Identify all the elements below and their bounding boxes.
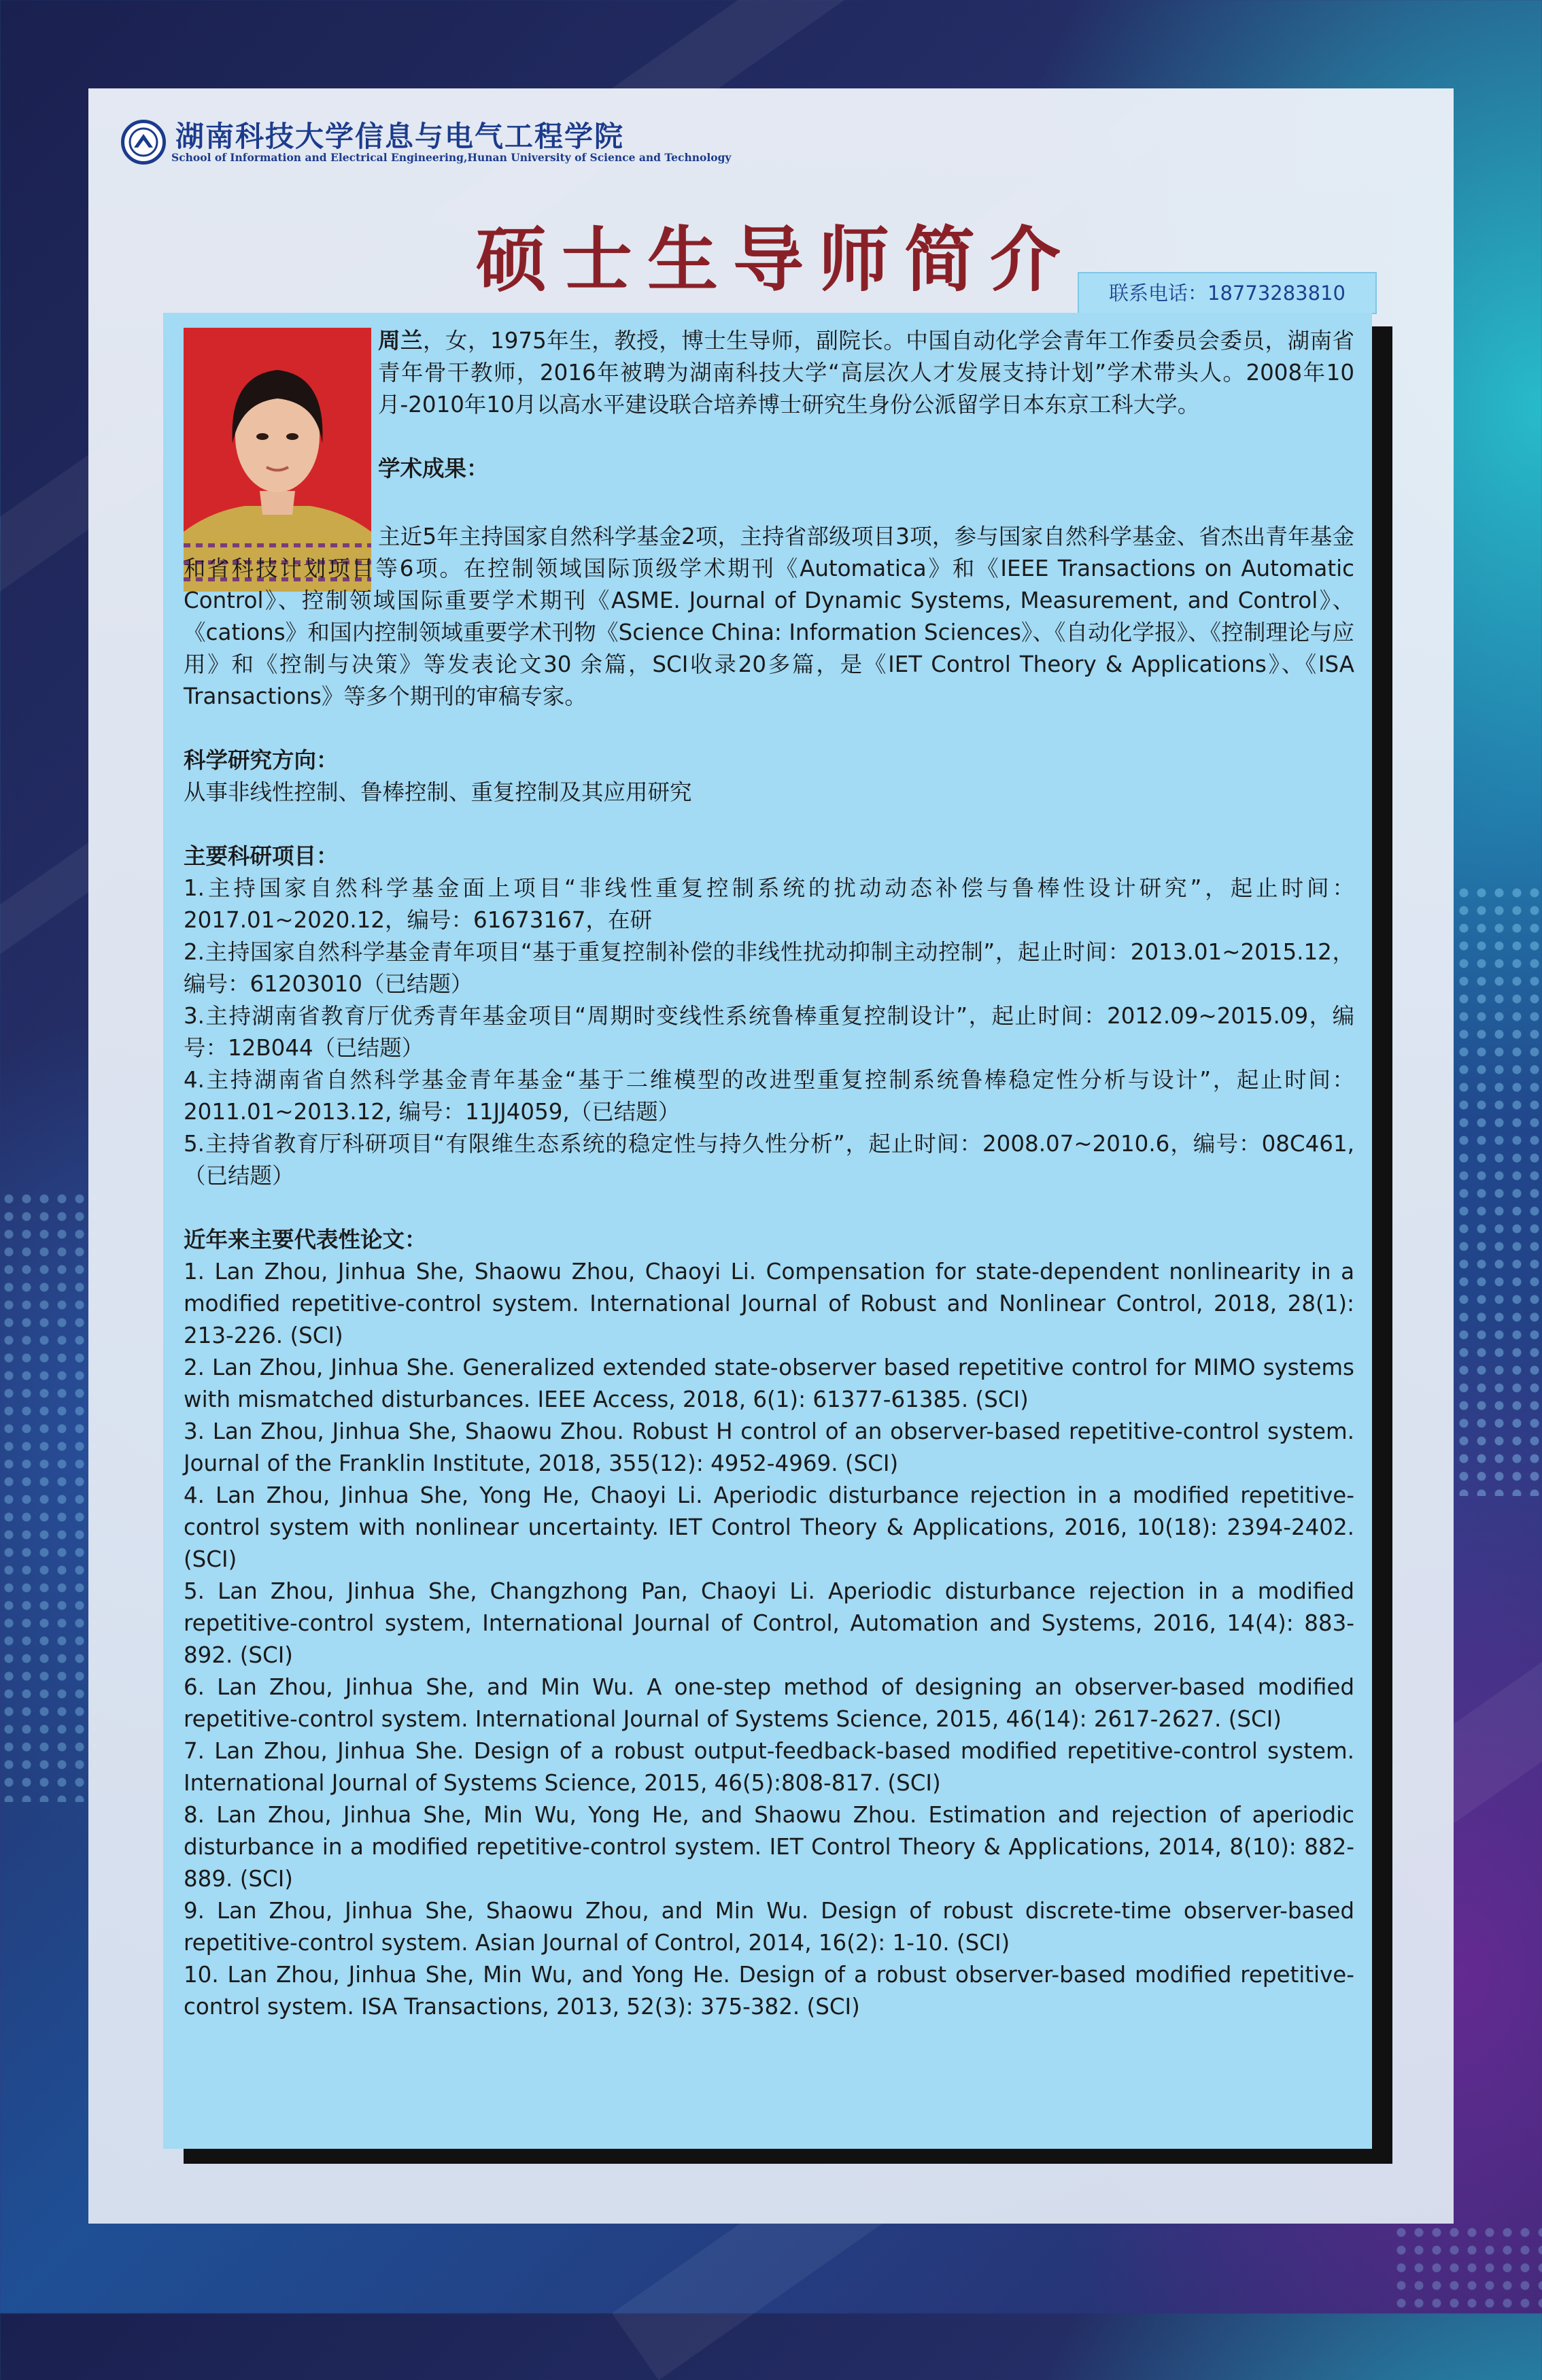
paper-item: 4. Lan Zhou, Jinhua She, Yong He, Chaoyi Li. Aperiodic disturbance rejection in a modified repetitive-control system with nonlinear uncertainty. IET Control Theory & Applications, 2016, 10(18): 2394-2402.(SCI) bbox=[184, 1482, 1354, 1572]
university-seal-icon bbox=[121, 120, 166, 165]
project-item: 4.主持湖南省自然科学基金青年基金“基于二维模型的改进型重复控制系统鲁棒稳定性分析与设计”，起止时间：2011.01~2013.12, 编号：11JJ4059,（已结题） bbox=[184, 1067, 1354, 1125]
project-item: 2.主持国家自然科学基金青年项目“基于重复控制补偿的非线性扰动抑制主动控制”，起止时间：2013.01~2015.12，编号：61203010（已结题） bbox=[184, 939, 1354, 997]
paper-item: 9. Lan Zhou, Jinhua She, Shaowu Zhou, and Min Wu. Design of robust discrete-time observer-based repetitive-control system. Asian Journal of Control, 2014, 16(2): 1-10. (SCI) bbox=[184, 1898, 1354, 1956]
school-name-cn: 湖南科技大学信息与电气工程学院 bbox=[175, 120, 625, 153]
paper-item: 1. Lan Zhou, Jinhua She, Shaowu Zhou, Chaoyi Li. Compensation for state-dependent nonlinearity in a modified repetitive-control system. International Journal of Robust and Nonlinear Control, 2018, 28(1): 213-226. (SCI) bbox=[184, 1259, 1354, 1348]
projects-heading: 主要科研项目： bbox=[184, 843, 339, 869]
achievements-heading: 学术成果： bbox=[378, 456, 489, 481]
paper-item: 10. Lan Zhou, Jinhua She, Min Wu, and Yong He. Design of a robust observer-based modified repetitive-control system. ISA Transactions, 2013, 52(3): 375-382. (SCI) bbox=[184, 1962, 1354, 2020]
contact-phone: 联系电话：18773283810 bbox=[1078, 272, 1377, 314]
project-item: 3.主持湖南省教育厅优秀青年基金项目“周期时变线性系统鲁棒重复控制设计”，起止时间：2012.09~2015.09，编号：12B044（已结题） bbox=[184, 1003, 1354, 1061]
project-item: 1.主持国家自然科学基金面上项目“非线性重复控制系统的扰动动态补偿与鲁棒性设计研究”，起止时间：2017.01~2020.12，编号：61673167，在研 bbox=[184, 875, 1354, 933]
achievements-text: 主近5年主持国家自然科学基金2项，主持省部级项目3项，参与国家自然科学基金、省杰出青年基金和省科技计划项目等6项。在控制领域国际顶级学术期刊《Automatica》和《IEEE Transactions on Automatic Control》、控制领域国际重要学术期刊《ASME. Journal of Dynamic Systems, Measurement, and Control》、《cations》和国内控制领域重要学术刊物《Science China: Information Sciences》、《自动化学报》、《控制理论与应用》和《控制与决策》等发表论文30 余篇，SCI收录20多篇，是《IET Control Theory & Applications》、《ISA Transactions》等多个期刊的审稿专家。 bbox=[184, 524, 1354, 709]
background-dot-pattern bbox=[1392, 2224, 1542, 2312]
paper-item: 6. Lan Zhou, Jinhua She, and Min Wu. A one-step method of designing an observer-based modified repetitive-control system. International Journal of Systems Science, 2015, 46(14): 2617-2627. (SCI) bbox=[184, 1674, 1354, 1732]
project-item: 5.主持省教育厅科研项目“有限维生态系统的稳定性与持久性分析”，起止时间：2008.07~2010.6，编号：08C461,（已结题） bbox=[184, 1131, 1354, 1189]
paper-item: 5. Lan Zhou, Jinhua She, Changzhong Pan, Chaoyi Li. Aperiodic disturbance rejection in a modified repetitive-control system, International Journal of Control, Automation and Systems, 2016, 14(4): 883-892. (SCI) bbox=[184, 1578, 1354, 1668]
bio-text: ，女，1975年生，教授，博士生导师，副院长。中国自动化学会青年工作委员会委员，湖南省青年骨干教师，2016年被聘为湖南科技大学“高层次人才发展支持计划”学术带头人。2008年10月-2010年10月以高水平建设联合培养博士研究生身份公派留学日本东京工科大学。 bbox=[378, 328, 1354, 418]
paper-item: 8. Lan Zhou, Jinhua She, Min Wu, Yong He, and Shaowu Zhou. Estimation and rejection of aperiodic disturbance in a modified repetitive-control system. IET Control Theory & Applications, 2014, 8(10): 882-889. (SCI) bbox=[184, 1802, 1354, 1892]
paper-item: 7. Lan Zhou, Jinhua She. Design of a robust output-feedback-based modified repetitive-control system. International Journal of Systems Science, 2015, 46(5):808-817. (SCI) bbox=[184, 1738, 1354, 1796]
paper-item: 3. Lan Zhou, Jinhua She, Shaowu Zhou. Robust H control of an observer-based repetitive-control system. Journal of the Franklin Institute, 2018, 355(12): 4952-4969. (SCI) bbox=[184, 1418, 1354, 1476]
papers-heading: 近年来主要代表性论文： bbox=[184, 1227, 427, 1253]
background-dot-pattern bbox=[1455, 884, 1542, 1496]
school-name-en: School of Information and Electrical Engineering,Hunan University of Science and Technology bbox=[171, 151, 732, 164]
paper-item: 2. Lan Zhou, Jinhua She. Generalized extended state-observer based repetitive control for MIMO systems with mismatched disturbances. IEEE Access, 2018, 6(1): 61377-61385. (SCI) bbox=[184, 1355, 1354, 1412]
research-heading: 科学研究方向： bbox=[184, 747, 339, 773]
bio-section bbox=[378, 325, 1354, 485]
teacher-name: 周兰 bbox=[378, 328, 424, 354]
background-dot-pattern bbox=[0, 1190, 95, 1802]
page-title: 硕士生导师简介 bbox=[476, 218, 1076, 301]
research-text: 从事非线性控制、鲁棒控制、重复控制及其应用研究 bbox=[184, 779, 692, 805]
achievements-section bbox=[184, 521, 1354, 2023]
